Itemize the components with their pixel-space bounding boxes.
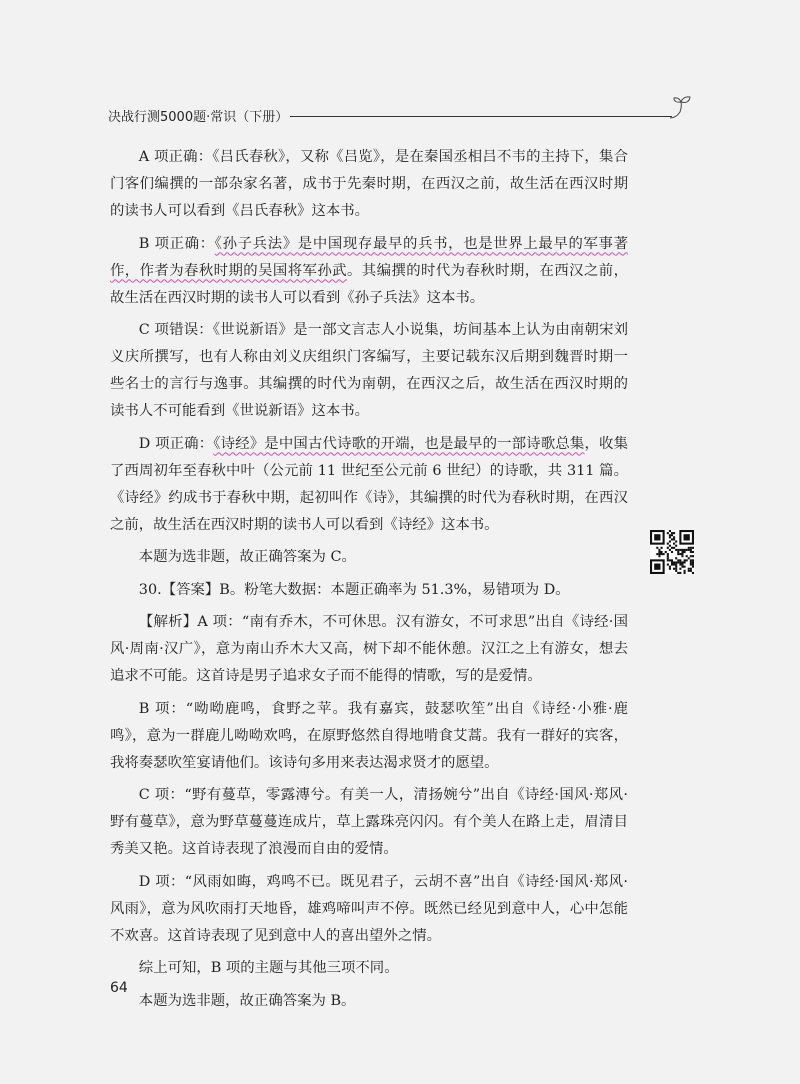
paragraph xyxy=(110,577,628,604)
text-run: 本题为选非题，故正确答案为 B。 xyxy=(138,992,356,1009)
paragraph xyxy=(110,231,628,312)
text-run: B 项：“呦呦鹿鸣，食野之苹。我有嘉宾，鼓瑟吹笙”出自《诗经·小雅·鹿鸣》，意为一群鹿儿呦呦欢鸣，在原野悠然自得地啃食艾蒿。我有一群好的宾客，我将奏瑟吹笙宴请他们。该诗句多用来表达渴求贤才的愿望。 xyxy=(110,700,628,771)
text-run: C 项错误：《世说新语》是一部文言志人小说集，坊间基本上认为由南朝宋刘义庆所撰写，也有人称由刘义庆组织门客编写，主要记载东汉后期到魏晋时期一些名士的言行与逸事。其编撰的时代为南朝，在西汉之后，故生活在西汉时期的读书人不可能看到《世说新语》这本书。 xyxy=(110,322,628,419)
page-body xyxy=(110,144,628,1020)
paragraph xyxy=(110,317,628,425)
paragraph xyxy=(110,609,628,690)
paragraph xyxy=(110,955,628,982)
paragraph xyxy=(110,544,628,571)
paragraph xyxy=(110,988,628,1015)
highlighted-text: 《诗经》是中国古代诗歌的开端，也是最早的一部诗歌总集 xyxy=(213,435,585,452)
text-run: B 项正确： xyxy=(138,235,215,252)
text-run: C 项：“野有蔓草，零露漙兮。有美一人，清扬婉兮”出自《诗经·国风·郑风·野有蔓草》，意为野草蔓蔓连成片，草上露珠亮闪闪。有个美人在路上走，眉清目秀美又艳。这首诗表现了浪漫而自由的爱情。 xyxy=(110,787,628,857)
text-run: 。其编撰的时代为春秋时期，在西汉之前，故生活在西汉时期的读书人可以看到《孙子兵法》这本书。 xyxy=(110,262,628,306)
text-run: 综上可知，B 项的主题与其他三项不同。 xyxy=(138,960,399,976)
paragraph xyxy=(110,869,628,950)
paragraph xyxy=(110,782,628,863)
paragraph xyxy=(110,144,628,225)
book-title: 决战行测5000题·常识（下册） xyxy=(108,110,289,125)
sprout-leaf-icon xyxy=(668,96,694,120)
page-header xyxy=(108,102,694,130)
text-run: 30.【答案】B。粉笔大数据：本题正确率为 51.3%，易错项为 D。 xyxy=(138,581,570,598)
paragraph xyxy=(110,431,628,539)
text-run: ，收集了西周初年至春秋中叶（公元前 11 世纪至公元前 6 世纪）的诗歌，共 311 篇。《诗经》约成书于春秋中期，起初叫作《诗》，其编撰的时代为春秋时期，在西汉之前，故生活在西汉时期的读书人可以看到《诗经》这本书。 xyxy=(110,435,628,533)
text-run: 【解析】A 项：“南有乔木，不可休思。汉有游女，不可求思”出自《诗经·国风·周南·汉广》，意为南山乔木大又高，树下却不能休憩。汉江之上有游女，想去追求不可能。这首诗是男子追求女子而不能得的情歌，写的是爱情。 xyxy=(110,614,628,684)
paragraph xyxy=(110,696,628,777)
text-run: 本题为选非题，故正确答案为 C。 xyxy=(138,549,356,565)
text-run: D 项：“风雨如晦，鸡鸣不已。既见君子，云胡不喜”出自《诗经·国风·郑风·风雨》，意为风吹雨打天地昏，雄鸡啼叫声不停。既然已经见到意中人，心中怎能不欢喜。这首诗表现了见到意中人的喜出望外之情。 xyxy=(110,873,628,944)
text-run: A 项正确：《吕氏春秋》，又称《吕览》，是在秦国丞相吕不韦的主持下，集合门客们编撰的一部杂家名著，成书于先秦时期，在西汉之前，故生活在西汉时期的读书人可以看到《吕氏春秋》这本书。 xyxy=(110,149,628,219)
qr-code-icon[interactable] xyxy=(650,530,694,574)
header-rule xyxy=(290,116,672,117)
highlighted-text: 《孙子兵法》是中国现存最早的兵书，也是世界上最早的军事著作，作者为春秋时期的吴国将军孙武 xyxy=(110,235,628,279)
page-number: 64 xyxy=(110,980,128,996)
text-run: D 项正确： xyxy=(138,435,214,452)
